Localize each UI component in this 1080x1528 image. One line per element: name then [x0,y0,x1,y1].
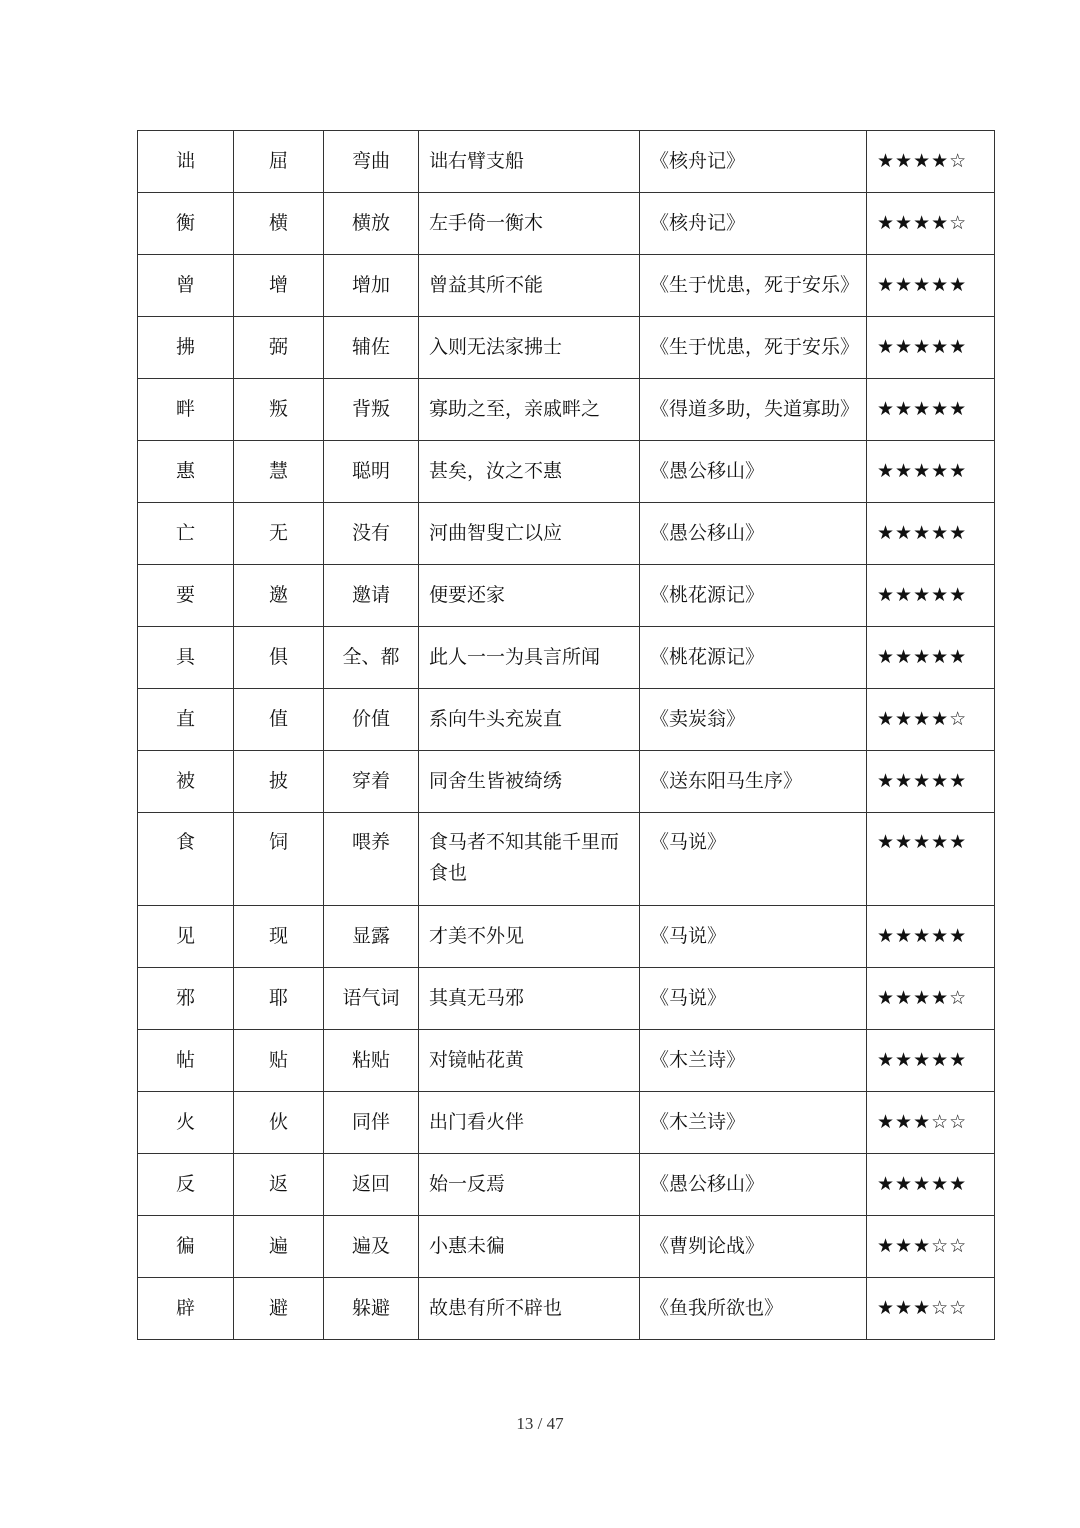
vocabulary-table [137,130,995,1340]
cell-importance-rating: ★★★★★ [867,1154,995,1216]
vocabulary-table-body [138,131,995,1340]
cell-source-text: 《生于忧患，死于安乐》 [640,317,867,379]
cell-importance-rating: ★★★★★ [867,906,995,968]
table-row [138,317,995,379]
cell-meaning: 增加 [324,255,419,317]
table-row [138,751,995,813]
table-row [138,1278,995,1340]
cell-meaning: 喂养 [324,813,419,906]
table-row [138,503,995,565]
cell-source-text: 《生于忧患，死于安乐》 [640,255,867,317]
table-row [138,1030,995,1092]
cell-original-character: 屈 [234,131,324,193]
cell-importance-rating: ★★★★★ [867,751,995,813]
cell-character: 见 [138,906,234,968]
cell-source-text: 《愚公移山》 [640,1154,867,1216]
cell-example-sentence: 便要还家 [419,565,640,627]
cell-character: 直 [138,689,234,751]
cell-source-text: 《卖炭翁》 [640,689,867,751]
table-row [138,813,995,906]
cell-example-sentence: 始一反焉 [419,1154,640,1216]
cell-importance-rating: ★★★☆☆ [867,1216,995,1278]
cell-source-text: 《鱼我所欲也》 [640,1278,867,1340]
cell-meaning: 背叛 [324,379,419,441]
cell-character: 辟 [138,1278,234,1340]
table-row [138,627,995,689]
cell-meaning: 横放 [324,193,419,255]
cell-source-text: 《桃花源记》 [640,565,867,627]
table-row [138,379,995,441]
cell-example-sentence: 左手倚一衡木 [419,193,640,255]
cell-source-text: 《马说》 [640,968,867,1030]
cell-importance-rating: ★★★★☆ [867,193,995,255]
cell-example-sentence: 小惠未徧 [419,1216,640,1278]
cell-character: 反 [138,1154,234,1216]
cell-original-character: 邀 [234,565,324,627]
table-row [138,565,995,627]
cell-example-sentence: 曾益其所不能 [419,255,640,317]
cell-meaning: 同伴 [324,1092,419,1154]
cell-importance-rating: ★★★★★ [867,627,995,689]
table-row [138,131,995,193]
cell-original-character: 叛 [234,379,324,441]
cell-character: 要 [138,565,234,627]
cell-importance-rating: ★★★★☆ [867,689,995,751]
cell-example-sentence: 出门看火伴 [419,1092,640,1154]
cell-meaning: 邀请 [324,565,419,627]
table-row [138,689,995,751]
cell-importance-rating: ★★★★★ [867,441,995,503]
cell-source-text: 《送东阳马生序》 [640,751,867,813]
cell-meaning: 没有 [324,503,419,565]
cell-character: 畔 [138,379,234,441]
cell-original-character: 耶 [234,968,324,1030]
cell-original-character: 横 [234,193,324,255]
cell-character: 曾 [138,255,234,317]
cell-original-character: 饲 [234,813,324,906]
cell-meaning: 返回 [324,1154,419,1216]
cell-original-character: 贴 [234,1030,324,1092]
cell-example-sentence: 此人一一为具言所闻 [419,627,640,689]
cell-example-sentence: 系向牛头充炭直 [419,689,640,751]
table-row [138,255,995,317]
cell-meaning: 遍及 [324,1216,419,1278]
cell-importance-rating: ★★★★★ [867,317,995,379]
cell-character: 亡 [138,503,234,565]
cell-source-text: 《桃花源记》 [640,627,867,689]
cell-original-character: 弼 [234,317,324,379]
cell-meaning: 语气词 [324,968,419,1030]
cell-example-sentence: 其真无马邪 [419,968,640,1030]
cell-example-sentence: 入则无法家拂士 [419,317,640,379]
cell-original-character: 值 [234,689,324,751]
cell-source-text: 《得道多助，失道寡助》 [640,379,867,441]
cell-importance-rating: ★★★★☆ [867,968,995,1030]
cell-source-text: 《木兰诗》 [640,1092,867,1154]
cell-source-text: 《愚公移山》 [640,441,867,503]
cell-source-text: 《马说》 [640,906,867,968]
table-row [138,968,995,1030]
cell-character: 食 [138,813,234,906]
cell-source-text: 《木兰诗》 [640,1030,867,1092]
cell-source-text: 《愚公移山》 [640,503,867,565]
cell-example-sentence: 食马者不知其能千里而食也 [419,813,640,906]
cell-example-sentence: 对镜帖花黄 [419,1030,640,1092]
cell-meaning: 全、都 [324,627,419,689]
cell-importance-rating: ★★★★★ [867,379,995,441]
cell-character: 徧 [138,1216,234,1278]
cell-importance-rating: ★★★★☆ [867,131,995,193]
cell-character: 拂 [138,317,234,379]
table-row [138,1154,995,1216]
cell-original-character: 伙 [234,1092,324,1154]
cell-example-sentence: 寡助之至，亲戚畔之 [419,379,640,441]
cell-character: 惠 [138,441,234,503]
cell-importance-rating: ★★★★★ [867,813,995,906]
cell-character: 邪 [138,968,234,1030]
cell-meaning: 弯曲 [324,131,419,193]
cell-importance-rating: ★★★★★ [867,255,995,317]
table-row [138,906,995,968]
cell-example-sentence: 同舍生皆被绮绣 [419,751,640,813]
cell-character: 帖 [138,1030,234,1092]
cell-meaning: 粘贴 [324,1030,419,1092]
cell-original-character: 返 [234,1154,324,1216]
table-row [138,441,995,503]
cell-example-sentence: 诎右臂支船 [419,131,640,193]
cell-source-text: 《马说》 [640,813,867,906]
cell-original-character: 避 [234,1278,324,1340]
cell-meaning: 显露 [324,906,419,968]
cell-source-text: 《曹刿论战》 [640,1216,867,1278]
cell-original-character: 增 [234,255,324,317]
cell-character: 具 [138,627,234,689]
cell-example-sentence: 才美不外见 [419,906,640,968]
cell-character: 诎 [138,131,234,193]
table-row [138,193,995,255]
cell-meaning: 聪明 [324,441,419,503]
cell-original-character: 俱 [234,627,324,689]
cell-source-text: 《核舟记》 [640,193,867,255]
cell-example-sentence: 故患有所不辟也 [419,1278,640,1340]
cell-character: 被 [138,751,234,813]
cell-importance-rating: ★★★☆☆ [867,1092,995,1154]
cell-character: 衡 [138,193,234,255]
cell-original-character: 慧 [234,441,324,503]
table-row [138,1092,995,1154]
cell-source-text: 《核舟记》 [640,131,867,193]
cell-importance-rating: ★★★★★ [867,503,995,565]
cell-meaning: 躲避 [324,1278,419,1340]
cell-meaning: 辅佐 [324,317,419,379]
cell-original-character: 无 [234,503,324,565]
cell-character: 火 [138,1092,234,1154]
cell-meaning: 价值 [324,689,419,751]
cell-example-sentence: 河曲智叟亡以应 [419,503,640,565]
cell-original-character: 遍 [234,1216,324,1278]
cell-original-character: 披 [234,751,324,813]
cell-meaning: 穿着 [324,751,419,813]
cell-importance-rating: ★★★☆☆ [867,1278,995,1340]
cell-importance-rating: ★★★★★ [867,1030,995,1092]
cell-original-character: 现 [234,906,324,968]
table-row [138,1216,995,1278]
cell-example-sentence: 甚矣，汝之不惠 [419,441,640,503]
page-number: 13 / 47 [516,1414,564,1433]
cell-importance-rating: ★★★★★ [867,565,995,627]
